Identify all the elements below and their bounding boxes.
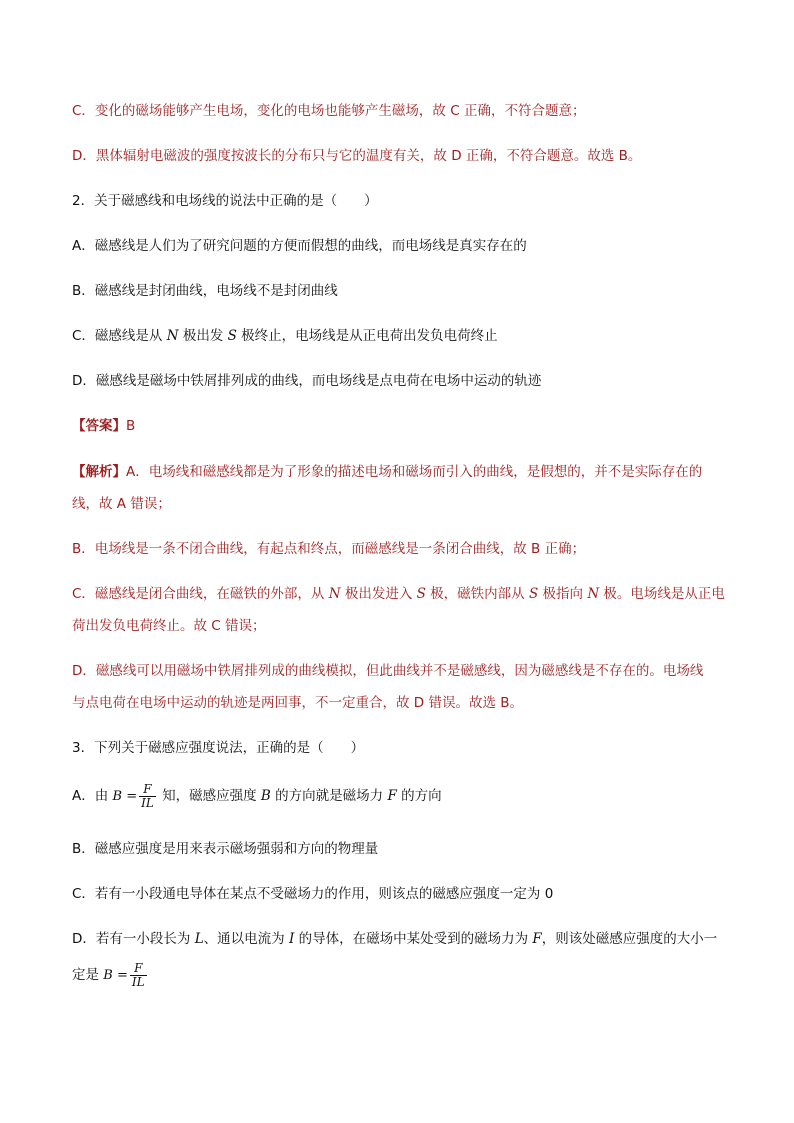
q3a-fraction-denominator: IL [141, 795, 154, 810]
q2c-text-1: C．磁感线是从 [72, 328, 167, 344]
q3a-f-symbol: F [387, 788, 397, 804]
prev-d-suffix: 正确，不符合题意。故选 B。 [461, 148, 642, 164]
q3d-text-2: 、通以电流为 [203, 931, 289, 947]
analysis-a-line-1 [72, 462, 702, 482]
analysis-a-text: A．电场线和磁感线都是为了形象的描述电场和磁场而引入的曲线，是假想的，并不是实际存在的 [126, 464, 703, 480]
question-3-option-c: C．若有一小段通电导体在某点不受磁场力的作用，则该点的磁感应强度一定为 0 [72, 886, 554, 902]
analysis-c-line-2: 荷出发负电荷终止。故 C 错误； [72, 618, 266, 634]
analysis-c-text-5: 极。电场线是从正电 [599, 586, 725, 602]
prev-d-text: D．黑体辐射电磁波的强度按波长的分布只与它的温度有关，故 [72, 148, 452, 164]
prev-c-letter: C [450, 103, 460, 119]
analysis-c-n-symbol: N [328, 586, 341, 602]
q3a-text-1: A．由 [72, 788, 113, 804]
prev-d-letter: D [451, 148, 462, 164]
analysis-d-line-1: D．磁感线可以用磁场中铁屑排列成的曲线模拟，但此曲线并不是磁感线，因为磁感线是不存在的。电场线 [72, 663, 704, 679]
q3d-equation-lhs: B = [103, 968, 128, 983]
analysis-c-n2-symbol: N [587, 586, 600, 602]
question-2-stem: 2．关于磁感线和电场线的说法中正确的是（ ） [72, 193, 378, 209]
analysis-c-text-4: 极指向 [538, 586, 588, 602]
analysis-c-line-1 [72, 584, 725, 604]
analysis-c-s-symbol: S [416, 586, 426, 602]
q3a-text-4: 的方向 [396, 788, 442, 804]
q3d-text-1: D．若有一小段长为 [72, 931, 195, 947]
prev-analysis-option-d [72, 146, 641, 166]
question-2-answer [72, 416, 135, 436]
question-3-option-d-line-2 [72, 960, 149, 991]
q3d-fraction [130, 962, 147, 989]
question-3-stem: 3．下列关于磁感应强度说法，正确的是（ ） [72, 740, 365, 756]
q3d-text-3: 的导体，在磁场中某处受到的磁场力为 [294, 931, 533, 947]
analysis-label: 【解析】 [72, 464, 126, 480]
analysis-b-line: B．电场线是一条不闭合曲线，有起点和终点，而磁感线是一条闭合曲线，故 B 正确； [72, 541, 586, 557]
prev-c-text: C．变化的磁场能够产生电场，变化的电场也能够产生磁场，故 [72, 103, 451, 119]
q3d-line2-prefix: 定是 [72, 967, 104, 983]
question-3-option-a [72, 781, 442, 812]
analysis-c-text-3: 极，磁铁内部从 [425, 586, 529, 602]
q3a-text-3: 的方向就是磁场力 [270, 788, 388, 804]
analysis-c-text-2: 极出发进入 [340, 586, 417, 602]
analysis-d-line-2: 与点电荷在电场中运动的轨迹是两回事，不一定重合，故 D 错误。故选 B。 [72, 695, 524, 711]
prev-c-suffix: 正确，不符合题意； [459, 103, 586, 119]
question-2-option-d: D．磁感线是磁场中铁屑排列成的曲线，而电场线是点电荷在电场中运动的轨迹 [72, 373, 542, 389]
q3a-fraction [139, 783, 156, 810]
q2c-text-3: 极终止，电场线是从正电荷出发负电荷终止 [236, 328, 498, 344]
analysis-c-text-1: C．磁感线是闭合曲线，在磁铁的外部，从 [72, 586, 329, 602]
question-2-option-c [72, 326, 498, 346]
q3d-f-symbol: F [532, 931, 542, 947]
q2c-s-symbol: S [227, 328, 237, 344]
q3d-text-4: ，则该处磁感应强度的大小一 [541, 931, 718, 947]
analysis-a-line-2: 线，故 A 错误； [72, 496, 171, 512]
question-3-option-b: B．磁感应强度是用来表示磁场强弱和方向的物理量 [72, 841, 379, 857]
prev-analysis-option-c [72, 101, 585, 121]
q3d-l-symbol: L [194, 931, 204, 947]
answer-label: 【答案】 [72, 418, 126, 434]
question-2-option-a: A．磁感线是人们为了研究问题的方便而假想的曲线，而电场线是真实存在的 [72, 238, 527, 254]
q3a-text-2: 知，磁感应强度 [157, 788, 261, 804]
analysis-c-s2-symbol: S [528, 586, 539, 602]
q3d-fraction-denominator: IL [131, 974, 145, 989]
q3d-fraction-numerator: F [130, 962, 147, 976]
q3a-b-symbol: B [260, 788, 271, 804]
q3a-fraction-numerator: F [139, 783, 156, 797]
q3a-equation-lhs: B = [112, 789, 138, 804]
q3d-i-symbol: I [288, 931, 295, 947]
q2c-text-2: 极出发 [178, 328, 228, 344]
answer-value: B [126, 418, 136, 434]
question-2-option-b: B．磁感线是封闭曲线，电场线不是封闭曲线 [72, 283, 338, 299]
question-3-option-d-line-1 [72, 929, 717, 949]
q2c-n-symbol: N [166, 328, 179, 344]
